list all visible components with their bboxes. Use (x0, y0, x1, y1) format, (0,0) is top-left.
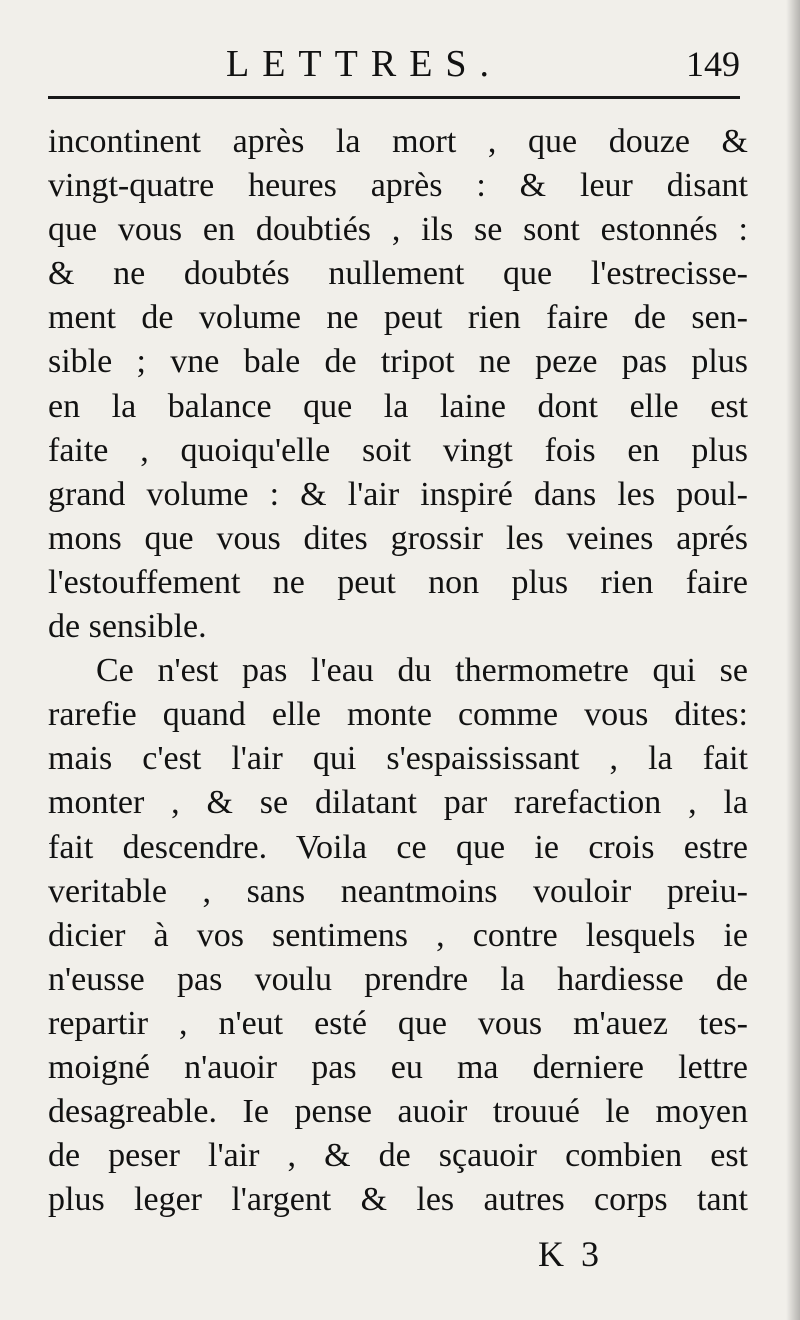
text-line: monter , & se dilatant par rarefaction , la (48, 784, 748, 822)
signature-mark: K 3 (538, 1234, 603, 1274)
text-line: grand volume : & l'air inspiré dans les poul- (48, 475, 748, 513)
text-line: fait descendre. Voila ce que ie crois estre (48, 828, 748, 866)
text-line: que vous en doubtiés , ils se sont estonnés : (48, 211, 748, 249)
header-rule (48, 96, 740, 99)
text-line: mons que vous dites grossir les veines aprés (48, 519, 748, 557)
running-head (48, 38, 740, 90)
text-line: faite , quoiqu'elle soit vingt fois en plus (48, 431, 748, 469)
text-line: n'eusse pas voulu prendre la hardiesse de (48, 960, 748, 998)
running-title: LETTRES. (226, 43, 503, 85)
text-line: de sensible. (48, 608, 207, 646)
text-line: rarefie quand elle monte comme vous dites: (48, 696, 748, 734)
text-line: vingt-quatre heures après : & leur disant (48, 167, 748, 205)
text-line: Ce n'est pas l'eau du thermometre qui se (96, 652, 748, 690)
page-edge-shadow (786, 0, 800, 1320)
text-line: l'estouffement ne peut non plus rien faire (48, 563, 748, 601)
text-line: mais c'est l'air qui s'espaississant , la fait (48, 740, 748, 778)
text-line: dicier à vos sentimens , contre lesquels ie (48, 916, 748, 954)
text-line: de peser l'air , & de sçauoir combien est (48, 1137, 748, 1175)
text-line: plus leger l'argent & les autres corps tant (48, 1181, 748, 1219)
text-line: veritable , sans neantmoins vouloir preiu- (48, 872, 748, 910)
text-line: moigné n'auoir pas eu ma derniere lettre (48, 1048, 748, 1086)
text-line: desagreable. Ie pense auoir trouué le moyen (48, 1093, 748, 1131)
text-line: repartir , n'eut esté que vous m'auez tes- (48, 1004, 748, 1042)
text-line: ment de volume ne peut rien faire de sen- (48, 299, 748, 337)
body-text (48, 120, 748, 1222)
text-line: en la balance que la laine dont elle est (48, 387, 748, 425)
text-line: sible ; vne bale de tripot ne peze pas plus (48, 343, 748, 381)
page-number: 149 (686, 44, 740, 84)
text-line: incontinent après la mort , que douze & (48, 123, 748, 160)
text-line: & ne doubtés nullement que l'estrecisse- (48, 255, 748, 293)
